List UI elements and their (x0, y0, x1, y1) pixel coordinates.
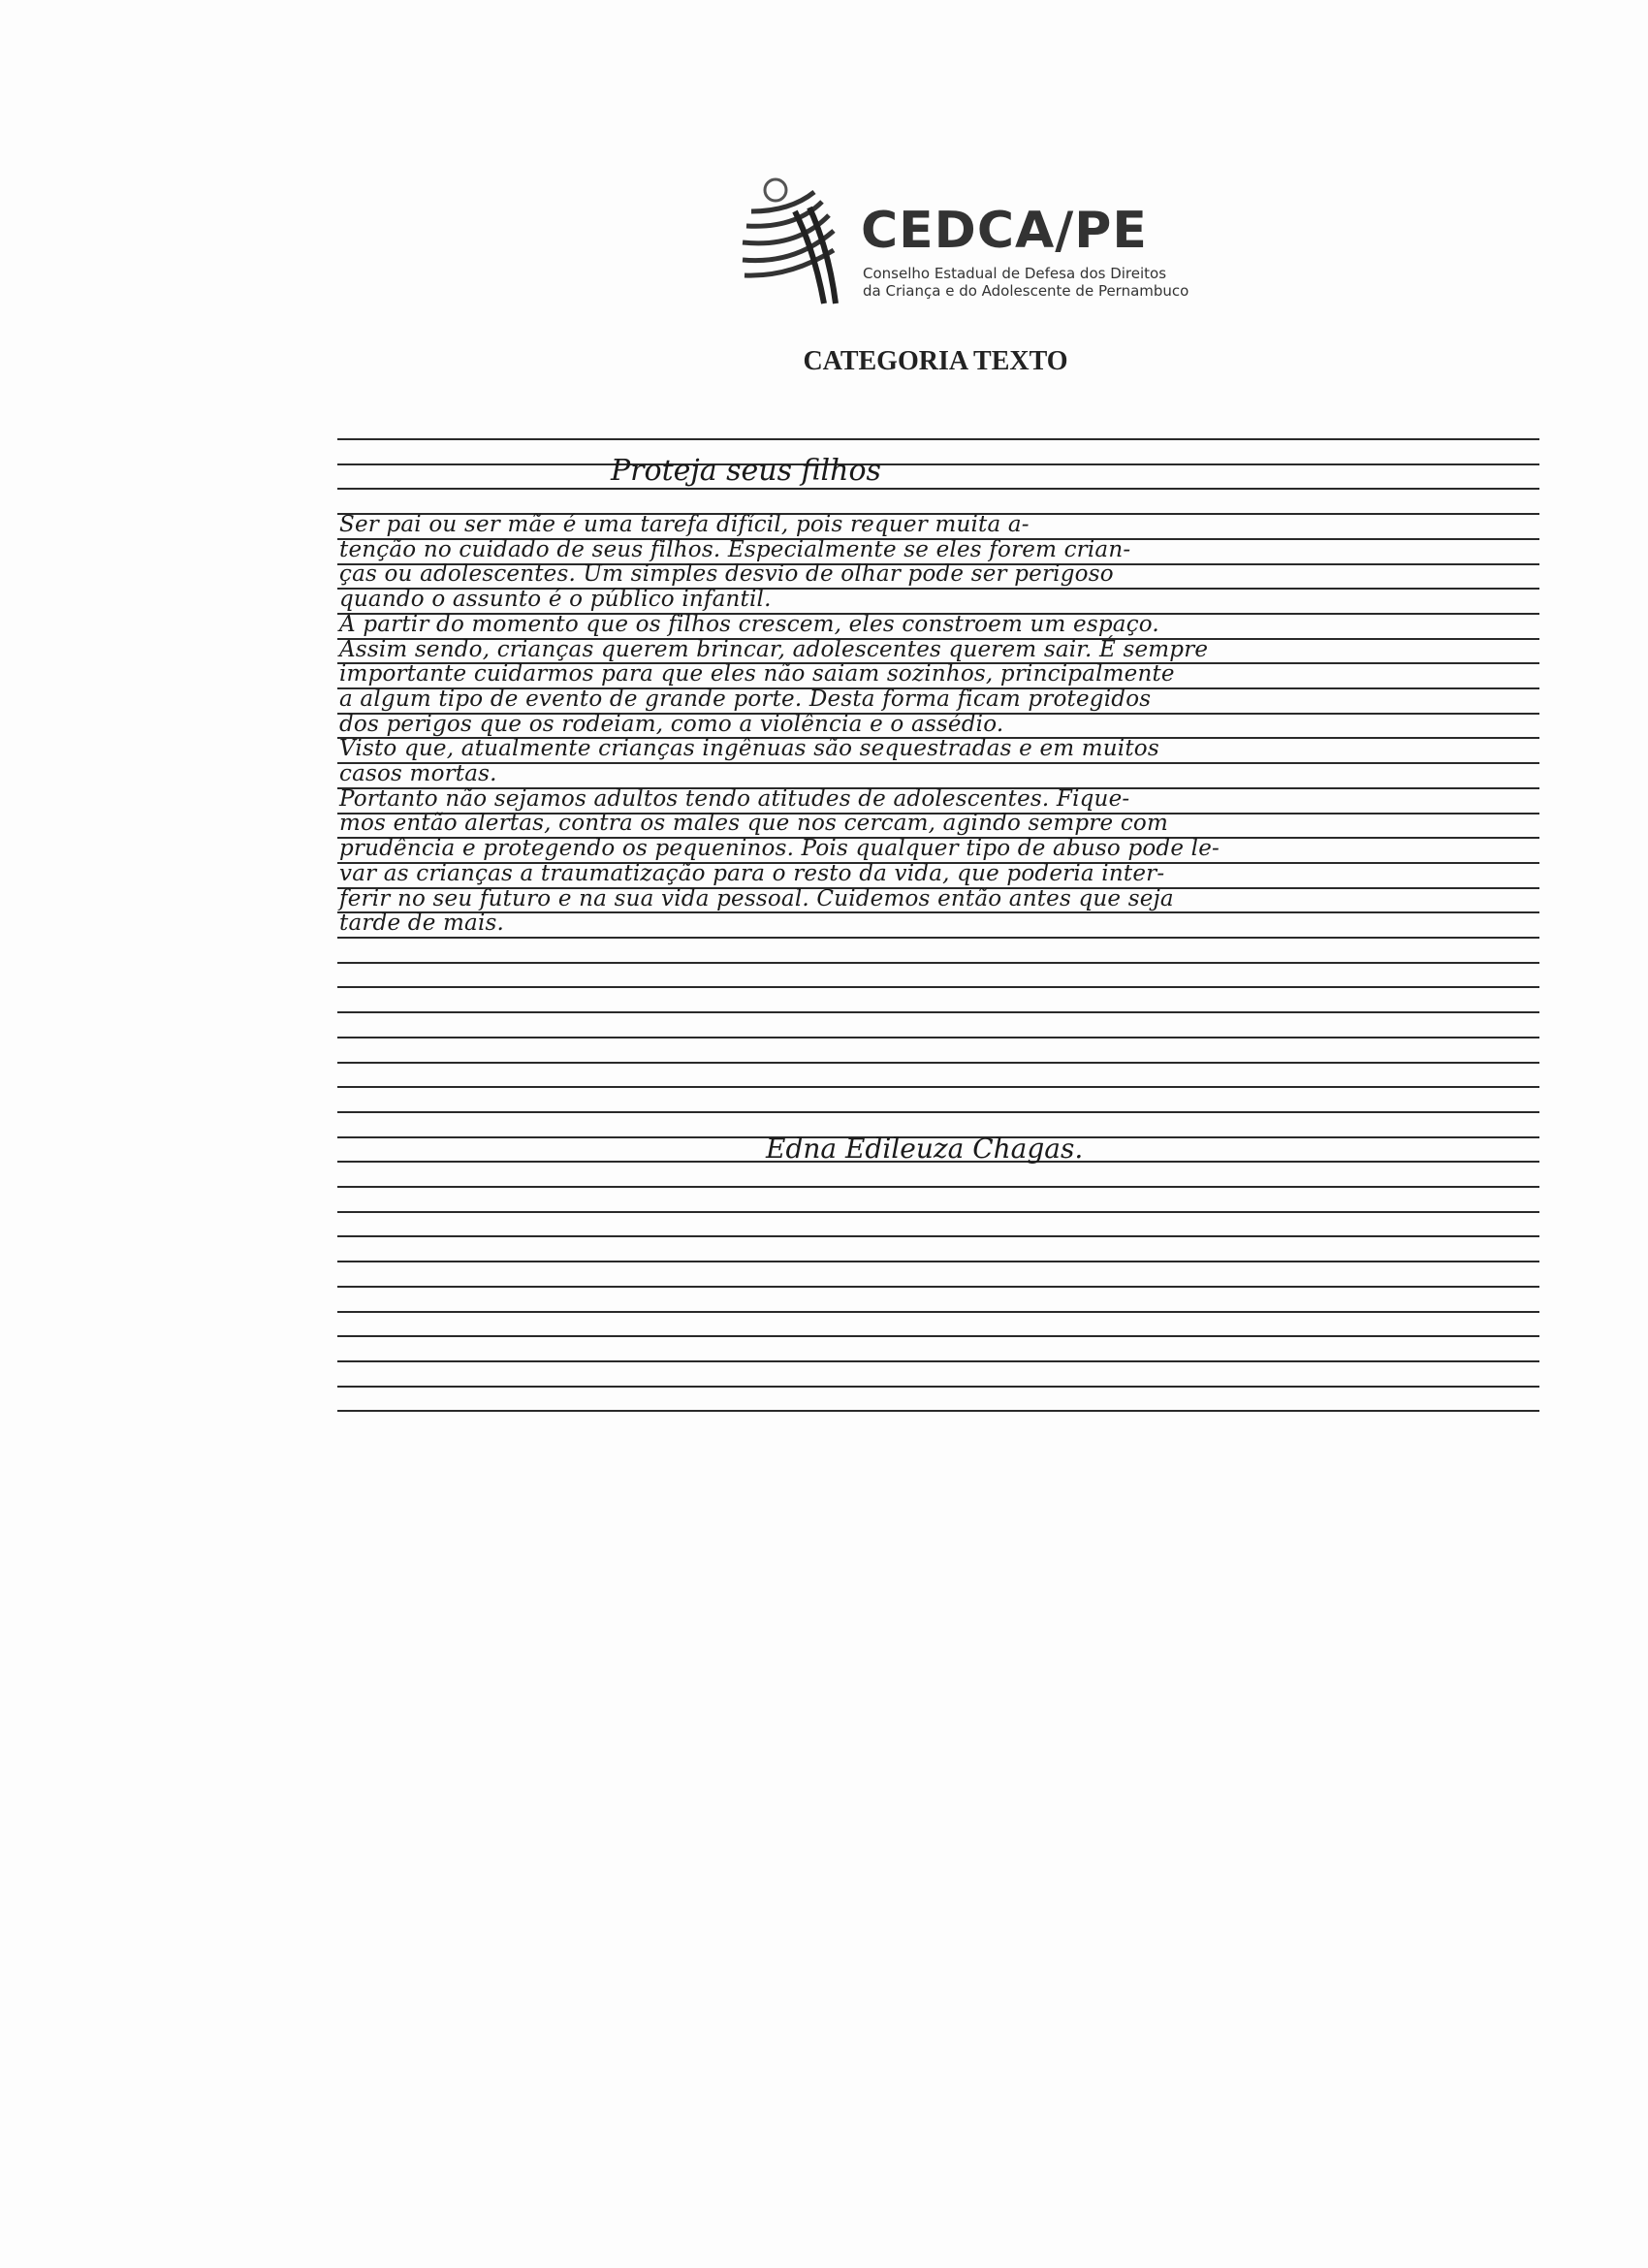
essay-line: mos então alertas, contra os males que nos cercam, agindo sempre com (339, 811, 1168, 836)
essay-line: tenção no cuidado de seus filhos. Especialmente se eles forem crian- (339, 537, 1131, 562)
rule-line (337, 1386, 1539, 1388)
org-full-line-2: da Criança e do Adolescente de Pernambuco (863, 282, 1189, 300)
category-heading: CATEGORIA TEXTO (803, 346, 1068, 376)
rule-line (337, 1335, 1539, 1337)
essay-line: Visto que, atualmente crianças ingênuas são sequestradas e em muitos (339, 736, 1159, 761)
essay-line: var as crianças a traumatização para o resto da vida, que poderia inter- (339, 861, 1165, 886)
org-full-line-1: Conselho Estadual de Defesa dos Direitos (863, 265, 1167, 282)
rule-line (337, 1410, 1539, 1412)
essay-line: Assim sendo, crianças querem brincar, adolescentes querem sair. É sempre (339, 637, 1209, 662)
rule-line (337, 962, 1539, 964)
author-signature: Edna Edileuza Chagas. (766, 1133, 1084, 1165)
rule-line (337, 1261, 1539, 1262)
essay-line: Ser pai ou ser mãe é uma tarefa difícil, pois requer muita a- (339, 512, 1030, 537)
rule-line (337, 1360, 1539, 1362)
rule-line (337, 1011, 1539, 1013)
rule-line (337, 1211, 1539, 1213)
rule-line (337, 463, 1539, 465)
rule-line (337, 1286, 1539, 1288)
rule-line (337, 762, 1539, 764)
rule-line (337, 1311, 1539, 1313)
rule-line (337, 937, 1539, 939)
essay-line: ferir no seu futuro e na sua vida pessoal. Cuidemos então antes que seja (339, 886, 1174, 911)
rule-line (337, 1086, 1539, 1088)
essay-line: tarde de mais. (339, 910, 505, 936)
org-name: CEDCA/PE (861, 202, 1148, 260)
essay-line: Portanto não sejamos adultos tendo atitudes de adolescentes. Fique- (339, 786, 1130, 812)
essay-line: ças ou adolescentes. Um simples desvio de olhar pode ser perigoso (339, 561, 1114, 587)
rule-line (337, 488, 1539, 490)
essay-line: quando o assunto é o público infantil. (339, 587, 772, 612)
essay-line: prudência e protegendo os pequeninos. Pois qualquer tipo de abuso pode le- (339, 836, 1220, 861)
essay-title: Proteja seus filhos (611, 454, 881, 488)
rule-line (337, 1235, 1539, 1237)
rule-line (337, 911, 1539, 913)
essay-line: casos mortas. (339, 761, 497, 786)
essay-line: importante cuidarmos para que eles não saiam sozinhos, principalmente (339, 661, 1175, 687)
essay-line: a algum tipo de evento de grande porte. Desta forma ficam protegidos (339, 687, 1152, 712)
essay-line: A partir do momento que os filhos crescem, eles constroem um espaço. (339, 612, 1159, 637)
rule-line (337, 438, 1539, 440)
rule-line (337, 1186, 1539, 1188)
rule-line (337, 1111, 1539, 1113)
rule-line (337, 1062, 1539, 1064)
rule-line (337, 1037, 1539, 1038)
essay-line: dos perigos que os rodeiam, como a violência e o assédio. (339, 712, 1004, 737)
rule-line (337, 986, 1539, 988)
